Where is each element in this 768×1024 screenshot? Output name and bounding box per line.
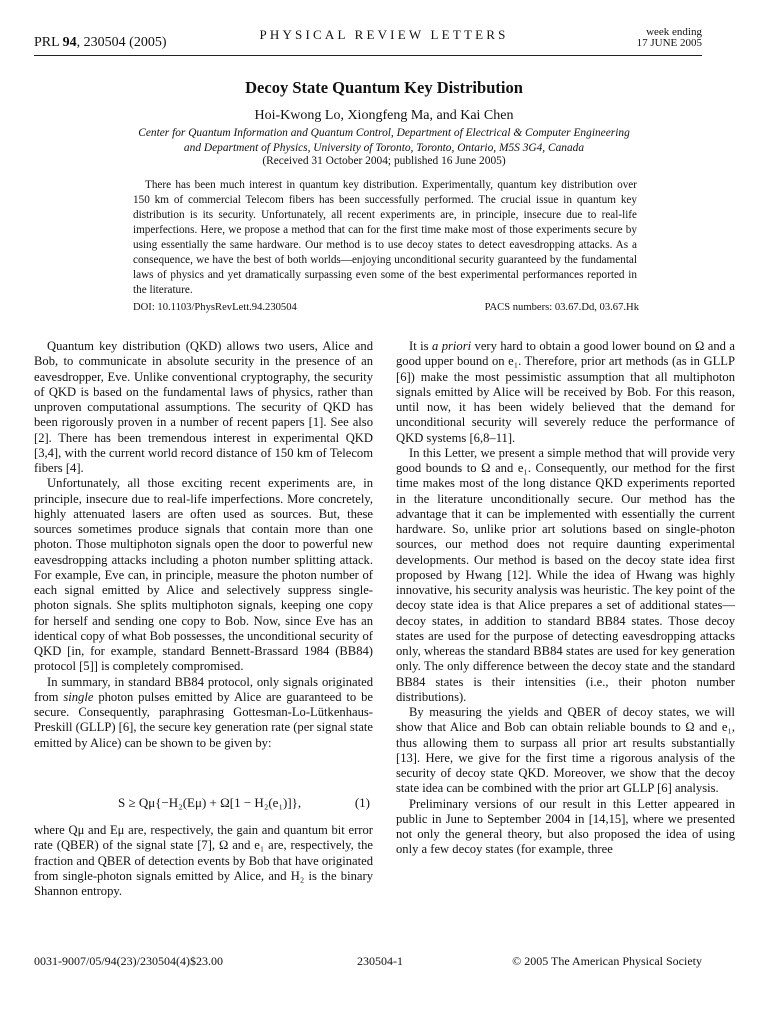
abstract: There has been much interest in quantum key distribution. Experimentally, quantum key distribution over 150 km of commercial Telecom fibers has been successfully performed. The crucial issue in quantum key distribution is its security. Unfortunately, all recent experiments are, in principle, insecure due to real-life imperfections. Here, we propose a method that can for the first time make most of those experiments secure by using essentially the same hardware. Our method is to use decoy states to detect eavesdropping attacks. As a consequence, we have the best of both worlds—enjoying unconditional security guaranteed by the fundamental laws of physics and yet dramatically surpassing even some of the best experimental performances reported in the literature. <box>133 179 637 296</box>
paragraph: where Qμ and Eμ are, respectively, the gain and quantum bit error rate (QBER) of the signal state [7], Ω and e₁ are, respectively, the fraction and QBER of detection events by Bob that have originated from single-photon signals emitted by Alice, and H₂ is the binary Shannon entropy. <box>34 823 373 898</box>
paragraph: Unfortunately, all those exciting recent experiments are, in principle, insecure due to real-life imperfections. More concretely, highly attenuated lasers are often used as sources. But, these sources sometimes produce signals that contain more than one photon. Those multiphoton signals open the door to powerful new eavesdropping attacks including a photon number splitting attack. For example, Eve can, in principle, measure the photon number of each signal emitted by Alice and selectively suppress single-photon signals. She splits multiphoton signals, keeping one copy for herself and sending one copy to Bob. Now, since Eve has an identical copy of what Bob possesses, the unconditional security of QKD [in, for example, standard Bennett-Brassard 1984 (BB84) protocol [5]] is completely compromised. <box>34 476 373 674</box>
week-ending-date: 17 JUNE 2005 <box>636 37 702 49</box>
right-column <box>396 339 735 858</box>
page-number: 230504-1 <box>357 954 403 968</box>
journal-reference: PRL 94, 230504 (2005) <box>34 35 167 50</box>
week-ending-label: week ending <box>646 26 702 38</box>
left-column-continued <box>34 823 373 899</box>
received-date: (Received 31 October 2004; published 16 June 2005) <box>262 155 506 167</box>
article-code: 0031-9007/05/94(23)/230504(4)$23.00 <box>34 954 223 968</box>
doi: DOI: 10.1103/PhysRevLett.94.230504 <box>133 302 297 313</box>
affiliation-line-2: and Department of Physics, University of Toronto, Toronto, Ontario, M5S 3G4, Canada <box>183 142 585 154</box>
authors: Hoi-Kwong Lo, Xiongfeng Ma, and Kai Chen <box>254 108 514 123</box>
paragraph: By measuring the yields and QBER of decoy states, we will show that Alice and Bob can obtain reliable bounds to Ω and e₁, thus allowing them to surpass all prior art results substantially [13]. Here, we give for the first time a rigorous analysis of the security of decoy state QKD. Moreover, we show that the decoy state idea can be combined with the prior art GLLP [6] analysis. <box>396 705 735 796</box>
affiliation <box>0 126 768 156</box>
paper-title: Decoy State Quantum Key Distribution <box>245 78 523 97</box>
equation-expression: S ≥ Qμ{−H₂(Eμ) + Ω[1 − H₂(e₁)]}, <box>118 795 302 810</box>
copyright: © 2005 The American Physical Society <box>512 954 702 968</box>
paragraph: It is a priori very hard to obtain a good lower bound on Ω and a good upper bound on e₁. Therefore, prior art methods (as in GLLP [6]) make the most pessimistic assumption that all multiphoton signals emitted by Alice will be received by Bob. For this reason, until now, it has been widely believed that the demand for unconditional security will severely reduce the performance of QKD systems [6,8–11]. <box>396 339 735 445</box>
affiliation-line-1: Center for Quantum Information and Quantum Control, Department of Electrical & Computer Engineering <box>138 127 630 139</box>
left-column <box>34 339 373 751</box>
week-ending <box>637 27 702 49</box>
journal-name: PHYSICAL REVIEW LETTERS <box>259 27 509 42</box>
pacs-numbers: PACS numbers: 03.67.Dd, 03.67.Hk <box>484 302 639 313</box>
paragraph: Preliminary versions of our result in this Letter appeared in public in June to September 2004 in [14,15], where we presented not only the general theory, but also proposed the idea of using only a few decoy states (for example, three <box>396 796 735 857</box>
equation-number: (1) <box>354 795 370 810</box>
paragraph: In summary, in standard BB84 protocol, only signals originated from single photon pulses emitted by Alice are guaranteed to be secure. Consequently, paraphrasing Gottesman-Lo-Lütkenhaus-Preskill (GLLP) [6], the secure key generation rate (per signal state emitted by Alice) can be shown to be given by: <box>34 674 373 750</box>
paragraph: In this Letter, we present a simple method that will provide very good bounds to Ω and e₁. Consequently, our method for the first time makes most of the long distance QKD experiments reported in the literature unconditionally secure. Our method has the advantage that it can be implemented with essentially the current hardware. So, unlike prior art solutions based on single-photon sources, our method does not require daunting experimental developments. Our method is based on the decoy state idea first proposed by Hwang [12]. While the idea of Hwang was highly innovative, his security analysis was heuristic. The key point of the decoy state idea is that Alice prepares a set of additional states—decoy states, in addition to standard BB84 states. Those decoy states are used for the purpose of detecting eavesdropping attacks only, whereas the standard BB84 states are used for key generation only. The only difference between the decoy state and the standard BB84 states is their intensities (i.e., their photon number distributions). <box>396 445 735 704</box>
paragraph: Quantum key distribution (QKD) allows two users, Alice and Bob, to communicate in absolute security in the presence of an eavesdropper, Eve. Unlike conventional cryptography, the security of QKD is based on the fundamental laws of physics, rather than unproven computational assumptions. The security of QKD has been rigorously proven in a number of recent papers [1]. See also [2]. There has been tremendous interest in experimental QKD [3,4], with the current world record distance of 150 km of Telecom fibers [4]. <box>34 339 373 475</box>
header-rule <box>34 55 702 56</box>
